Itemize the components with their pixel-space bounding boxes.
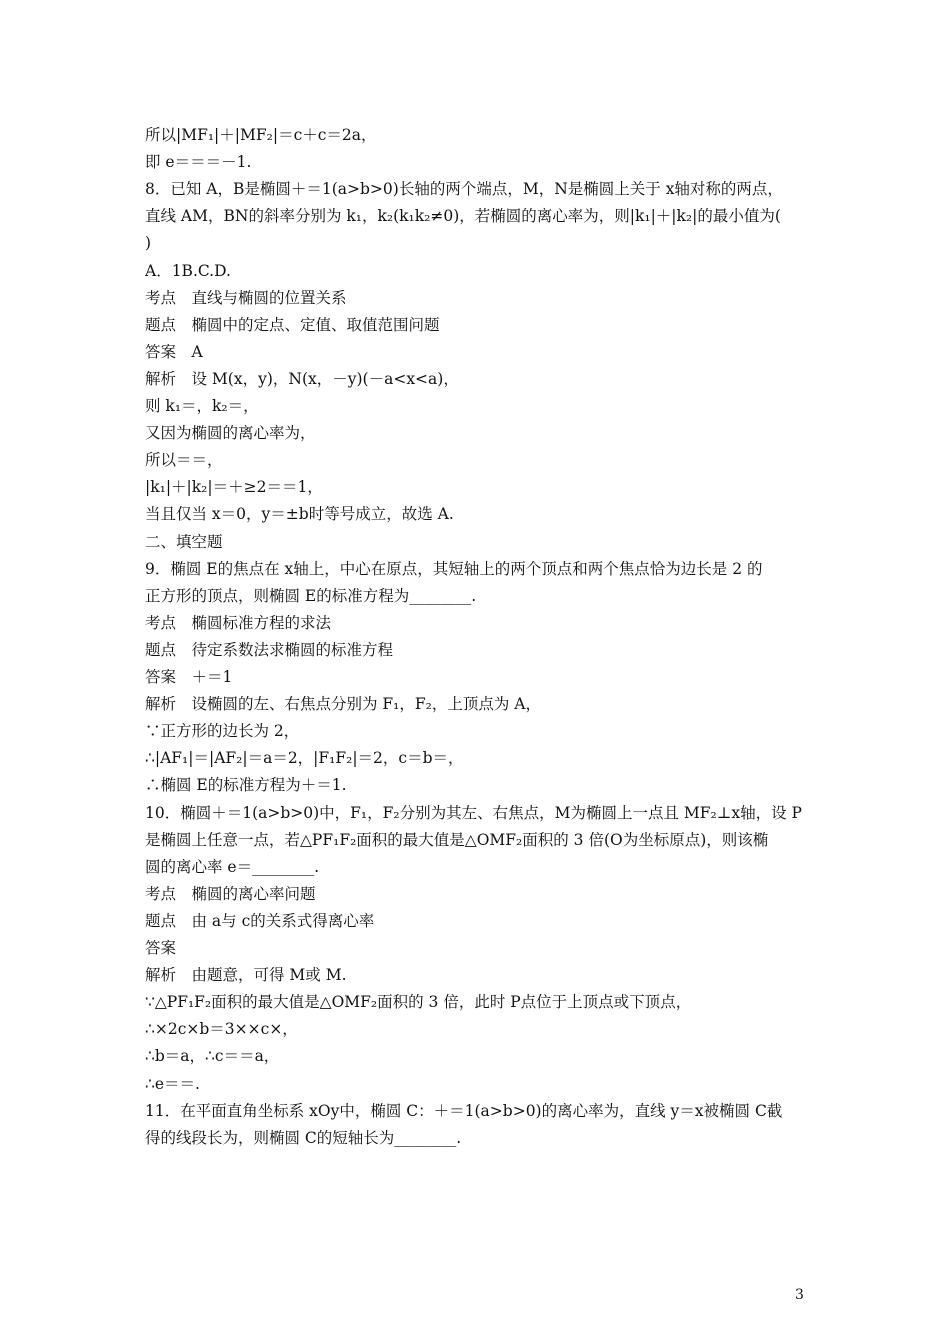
text-line: 考点 椭圆的离心率问题 (145, 884, 316, 903)
text-line: 圆的离心率 e＝________. (145, 857, 320, 876)
page-number: 3 (795, 1287, 804, 1303)
text-line: 直线 AM，BN的斜率分别为 k₁，k₂(k₁k₂≠0)，若椭圆的离心率为，则|k₁|＋|k₂|的最小值为( (145, 207, 781, 226)
text-line: 解析 设椭圆的左、右焦点分别为 F₁，F₂，上顶点为 A， (145, 695, 541, 714)
text-line: 11．在平面直角坐标系 xOy中，椭圆 C：＋＝1(a>b>0)的离心率为，直线 y＝x被椭圆 C截 (145, 1101, 783, 1120)
text-line: ∴椭圆 E的标准方程为＋＝1. (145, 776, 347, 795)
text-line: |k₁|＋|k₂|＝＋≥2＝＝1， (145, 478, 323, 497)
text-line: 即 e＝＝＝－1. (145, 153, 252, 172)
text-line: 9．椭圆 E的焦点在 x轴上，中心在原点，其短轴上的两个顶点和两个焦点恰为边长是 2 的 (145, 559, 763, 578)
text-line: 正方形的顶点，则椭圆 E的标准方程为________. (145, 586, 477, 605)
text-line: ) (145, 234, 152, 253)
text-line: 题点 椭圆中的定点、定值、取值范围问题 (145, 315, 440, 334)
text-line: 当且仅当 x＝0，y＝±b时等号成立，故选 A. (145, 505, 454, 524)
text-line: 8．已知 A，B是椭圆＋＝1(a>b>0)长轴的两个端点，M，N是椭圆上关于 x轴对称的两点， (145, 180, 783, 199)
text-line: 答案 (145, 939, 177, 957)
text-line: 所以|MF₁|＋|MF₂|＝c＋c＝2a， (145, 126, 377, 144)
text-line: 则 k₁＝，k₂＝， (145, 397, 259, 415)
text-line: 解析 由题意，可得 M或 M. (145, 966, 347, 985)
text-line: 考点 椭圆标准方程的求法 (145, 613, 332, 632)
text-line: 考点 直线与椭圆的位置关系 (145, 288, 347, 307)
text-line: 答案 A (145, 342, 203, 361)
text-line: ∴e＝＝. (145, 1074, 200, 1093)
text-line: 答案 ＋＝1 (145, 668, 233, 686)
text-line: ∵正方形的边长为 2， (145, 722, 300, 741)
text-line: 10．椭圆＋＝1(a>b>0)中，F₁，F₂分别为其左、右焦点，M为椭圆上一点且 MF₂⊥x轴，设 P (145, 803, 802, 822)
text-line: 题点 由 a与 c的关系式得离心率 (145, 911, 375, 930)
text-line: ∴×2c×b＝3××c×， (145, 1020, 298, 1039)
text-line: 所以＝＝， (145, 451, 223, 470)
text-line: ∴|AF₁|＝|AF₂|＝a＝2，|F₁F₂|＝2，c＝b＝， (145, 749, 464, 768)
text-line: ∴b＝a，∴c＝＝a， (145, 1047, 280, 1066)
text-line: 又因为椭圆的离心率为， (145, 424, 316, 443)
text-line: A．1B.C.D. (145, 261, 231, 280)
text-line: 得的线段长为，则椭圆 C的短轴长为________. (145, 1128, 462, 1147)
text-line: 题点 待定系数法求椭圆的标准方程 (145, 640, 394, 659)
text-line: 是椭圆上任意一点，若△PF₁F₂面积的最大值是△OMF₂面积的 3 倍(O为坐标原点)，则该椭 (145, 830, 769, 849)
text-line: ∵△PF₁F₂面积的最大值是△OMF₂面积的 3 倍，此时 P点位于上顶点或下顶点， (145, 993, 692, 1012)
text-line: 解析 设 M(x，y)，N(x，－y)(－a<x<a)， (145, 369, 459, 388)
text-line: 二、填空题 (145, 532, 223, 551)
